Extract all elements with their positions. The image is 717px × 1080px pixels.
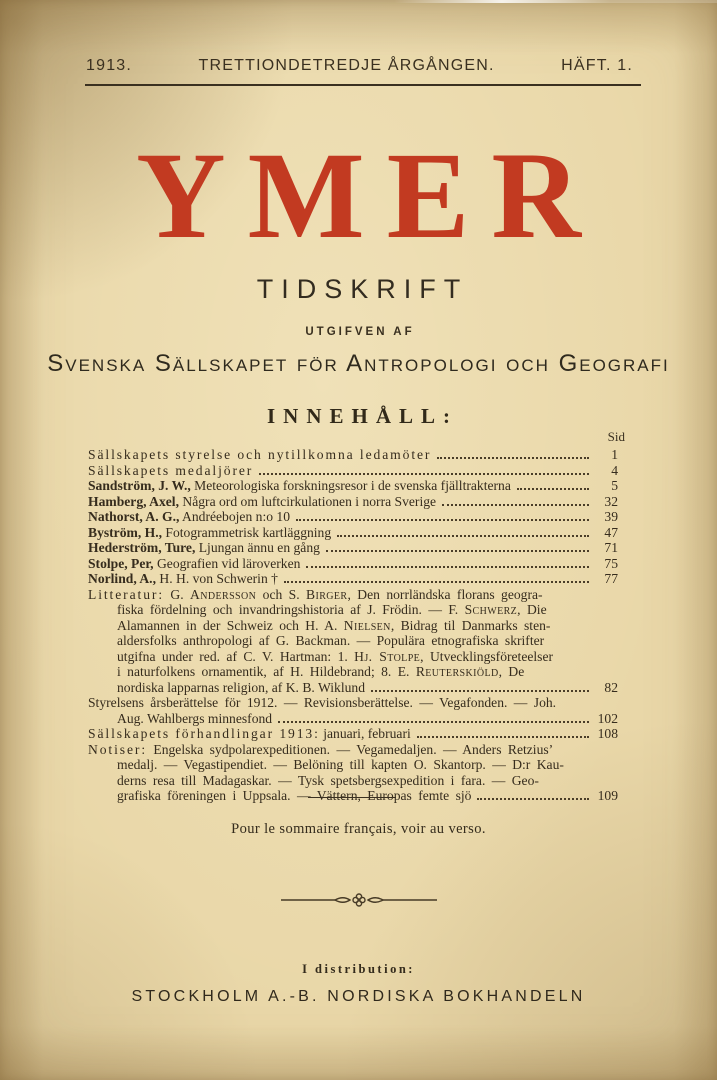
toc-line-text: aldersfolks anthropologi af G. Backman. — Populära etnografiska skrifter [117,633,545,648]
table-of-contents [88,447,618,804]
toc-line [88,478,618,494]
toc-line-text: grafiska föreningen i Uppsala. — Vättern, Europas femte sjö [117,788,472,803]
toc-line [88,447,618,463]
toc-page-number: 47 [604,524,618,540]
journal-subtitle: TIDSKRIFT [256,274,469,304]
dotted-leader [442,504,589,506]
toc-page-number: 5 [611,478,618,493]
toc-line-text: fiska fördelning och invandringshistoria af J. Frödin. — F. Schwerz, Die [117,602,547,617]
toc-entry [88,695,618,726]
toc-line [88,773,618,789]
toc-line [88,680,618,696]
toc-entry [88,726,618,742]
toc-page-number: 109 [597,788,618,803]
toc-line [88,742,618,758]
toc-line-text: Norlind, A., H. H. von Schwerin † [88,571,278,586]
toc-line [88,509,618,525]
toc-line [88,602,618,618]
toc-page-number: 4 [611,462,618,478]
page-edge-highlight [0,0,717,3]
dotted-leader [296,519,589,521]
toc-line [88,556,618,572]
sommaire-note: Pour le sommaire français, voir au verso. [231,821,486,837]
dotted-leader [417,736,589,738]
toc-line [88,664,618,680]
toc-line-text: Sällskapets medaljörer [88,462,254,478]
toc-line-text: Alamannen in der Schweiz och H. A. Nielsen, Bidrag til Danmarks sten- [117,617,551,633]
dotted-leader [326,550,589,552]
toc-entry [88,556,618,572]
publisher-intro: UTGIFVEN AF [305,326,415,338]
dotted-leader [259,473,589,475]
toc-page-number: 39 [604,509,618,524]
toc-line [88,649,618,665]
toc-line-text: nordiska lapparnas religion, af K. B. Wiklund [117,679,365,695]
toc-entry [88,494,618,510]
toc-entry [88,571,618,587]
toc-line [88,525,618,541]
toc-page-number: 75 [604,555,618,571]
toc-page-number: 1 [611,447,618,462]
toc-line [88,788,618,804]
dotted-leader [306,566,589,568]
toc-line [88,494,618,510]
toc-line-text: utgifna under red. af C. V. Hartman: 1. Hj. Stolpe, Utvecklingsföreteelser [117,648,554,664]
toc-page-number: 82 [604,679,618,695]
toc-page-number: 102 [597,710,618,726]
page-column-label: Sid [607,429,625,444]
toc-page-number: 32 [604,493,618,509]
distributor-name: STOCKHOLM A.-B. NORDISKA BOKHANDELN [131,988,586,1005]
dotted-leader [337,535,589,537]
toc-line [88,633,618,649]
toc-page-number: 77 [604,571,618,586]
toc-entry [88,463,618,479]
toc-line-text: Hamberg, Axel, Några ord om luftcirkulationen i norra Sverige [88,493,437,509]
toc-line [88,695,618,711]
distribution-label: I distribution: [302,962,415,976]
toc-line-text: Litteratur: G. Andersson och S. Birger, Den norrländska florans geogra- [88,586,543,602]
toc-line [88,711,618,727]
section-divider-rule [308,797,396,798]
toc-line-text: i naturfolkens ornamentik, af H. Hildebrand; 8. E. Reuterskiöld, De [117,664,525,679]
toc-line [88,587,618,603]
toc-line-text: Aug. Wahlbergs minnesfond [117,710,273,726]
dotted-leader [517,488,589,490]
toc-line-text: Sällskapets styrelse och nytillkomna ledamöter [88,447,432,462]
running-header [86,57,633,75]
toc-entry [88,447,618,463]
toc-line [88,726,618,742]
dotted-leader [437,457,589,459]
toc-line-text: Styrelsens årsberättelse för 1912. — Revisionsberättelse. — Vegafonden. — Joh. [88,695,557,710]
toc-line-text: Nathorst, A. G., Andréebojen n:o 10 [88,509,291,524]
toc-page-number: 71 [604,540,618,555]
toc-entry [88,587,618,696]
dotted-leader [477,798,589,800]
toc-line [88,757,618,773]
ornament-divider [0,892,717,913]
dotted-leader [371,690,589,692]
toc-line [88,618,618,634]
toc-entry [88,525,618,541]
journal-title: YMER [136,127,603,264]
publisher-name: Svenska Sällskapet för Antropologi och Geografi [47,350,670,377]
toc-line-text: Sandström, J. W., Meteorologiska forskningsresor i de svenska fjälltrakterna [88,478,511,493]
header-issue: HÄFT. 1. [561,57,633,74]
toc-line [88,463,618,479]
contents-heading: INNEHÅLL: [266,404,459,428]
toc-page-number: 108 [597,726,618,741]
toc-line-text: Sällskapets förhandlingar 1913: januari, februari [88,726,411,741]
toc-entry [88,478,618,494]
toc-line [88,540,618,556]
toc-entry [88,742,618,804]
toc-line-text: Hederström, Ture, Ljungan ännu en gång [88,540,320,555]
toc-line [88,571,618,587]
dotted-leader [284,581,589,583]
header-year: 1913. [86,57,133,74]
ornament-divider-icon [279,892,439,908]
toc-line-text: derns resa till Madagaskar. — Tysk spetsbergsexpedition i fara. — Geo- [117,772,539,788]
dotted-leader [278,721,589,723]
toc-entry [88,540,618,556]
toc-line-text: Byström, H., Fotogrammetrisk kartläggning [88,524,332,540]
toc-line-text: Notiser: Engelska sydpolarexpeditionen. — Vegamedaljen. — Anders Retzius’ [88,741,554,757]
header-volume: TRETTIONDETREDJE ÅRGÅNGEN. [198,57,495,74]
toc-line-text: Stolpe, Per, Geografien vid läroverken [88,555,301,571]
toc-entry [88,509,618,525]
toc-line-text: medalj. — Vegastipendiet. — Belöning till kapten O. Skantorp. — D:r Kau- [117,757,564,772]
header-rule [85,84,641,86]
